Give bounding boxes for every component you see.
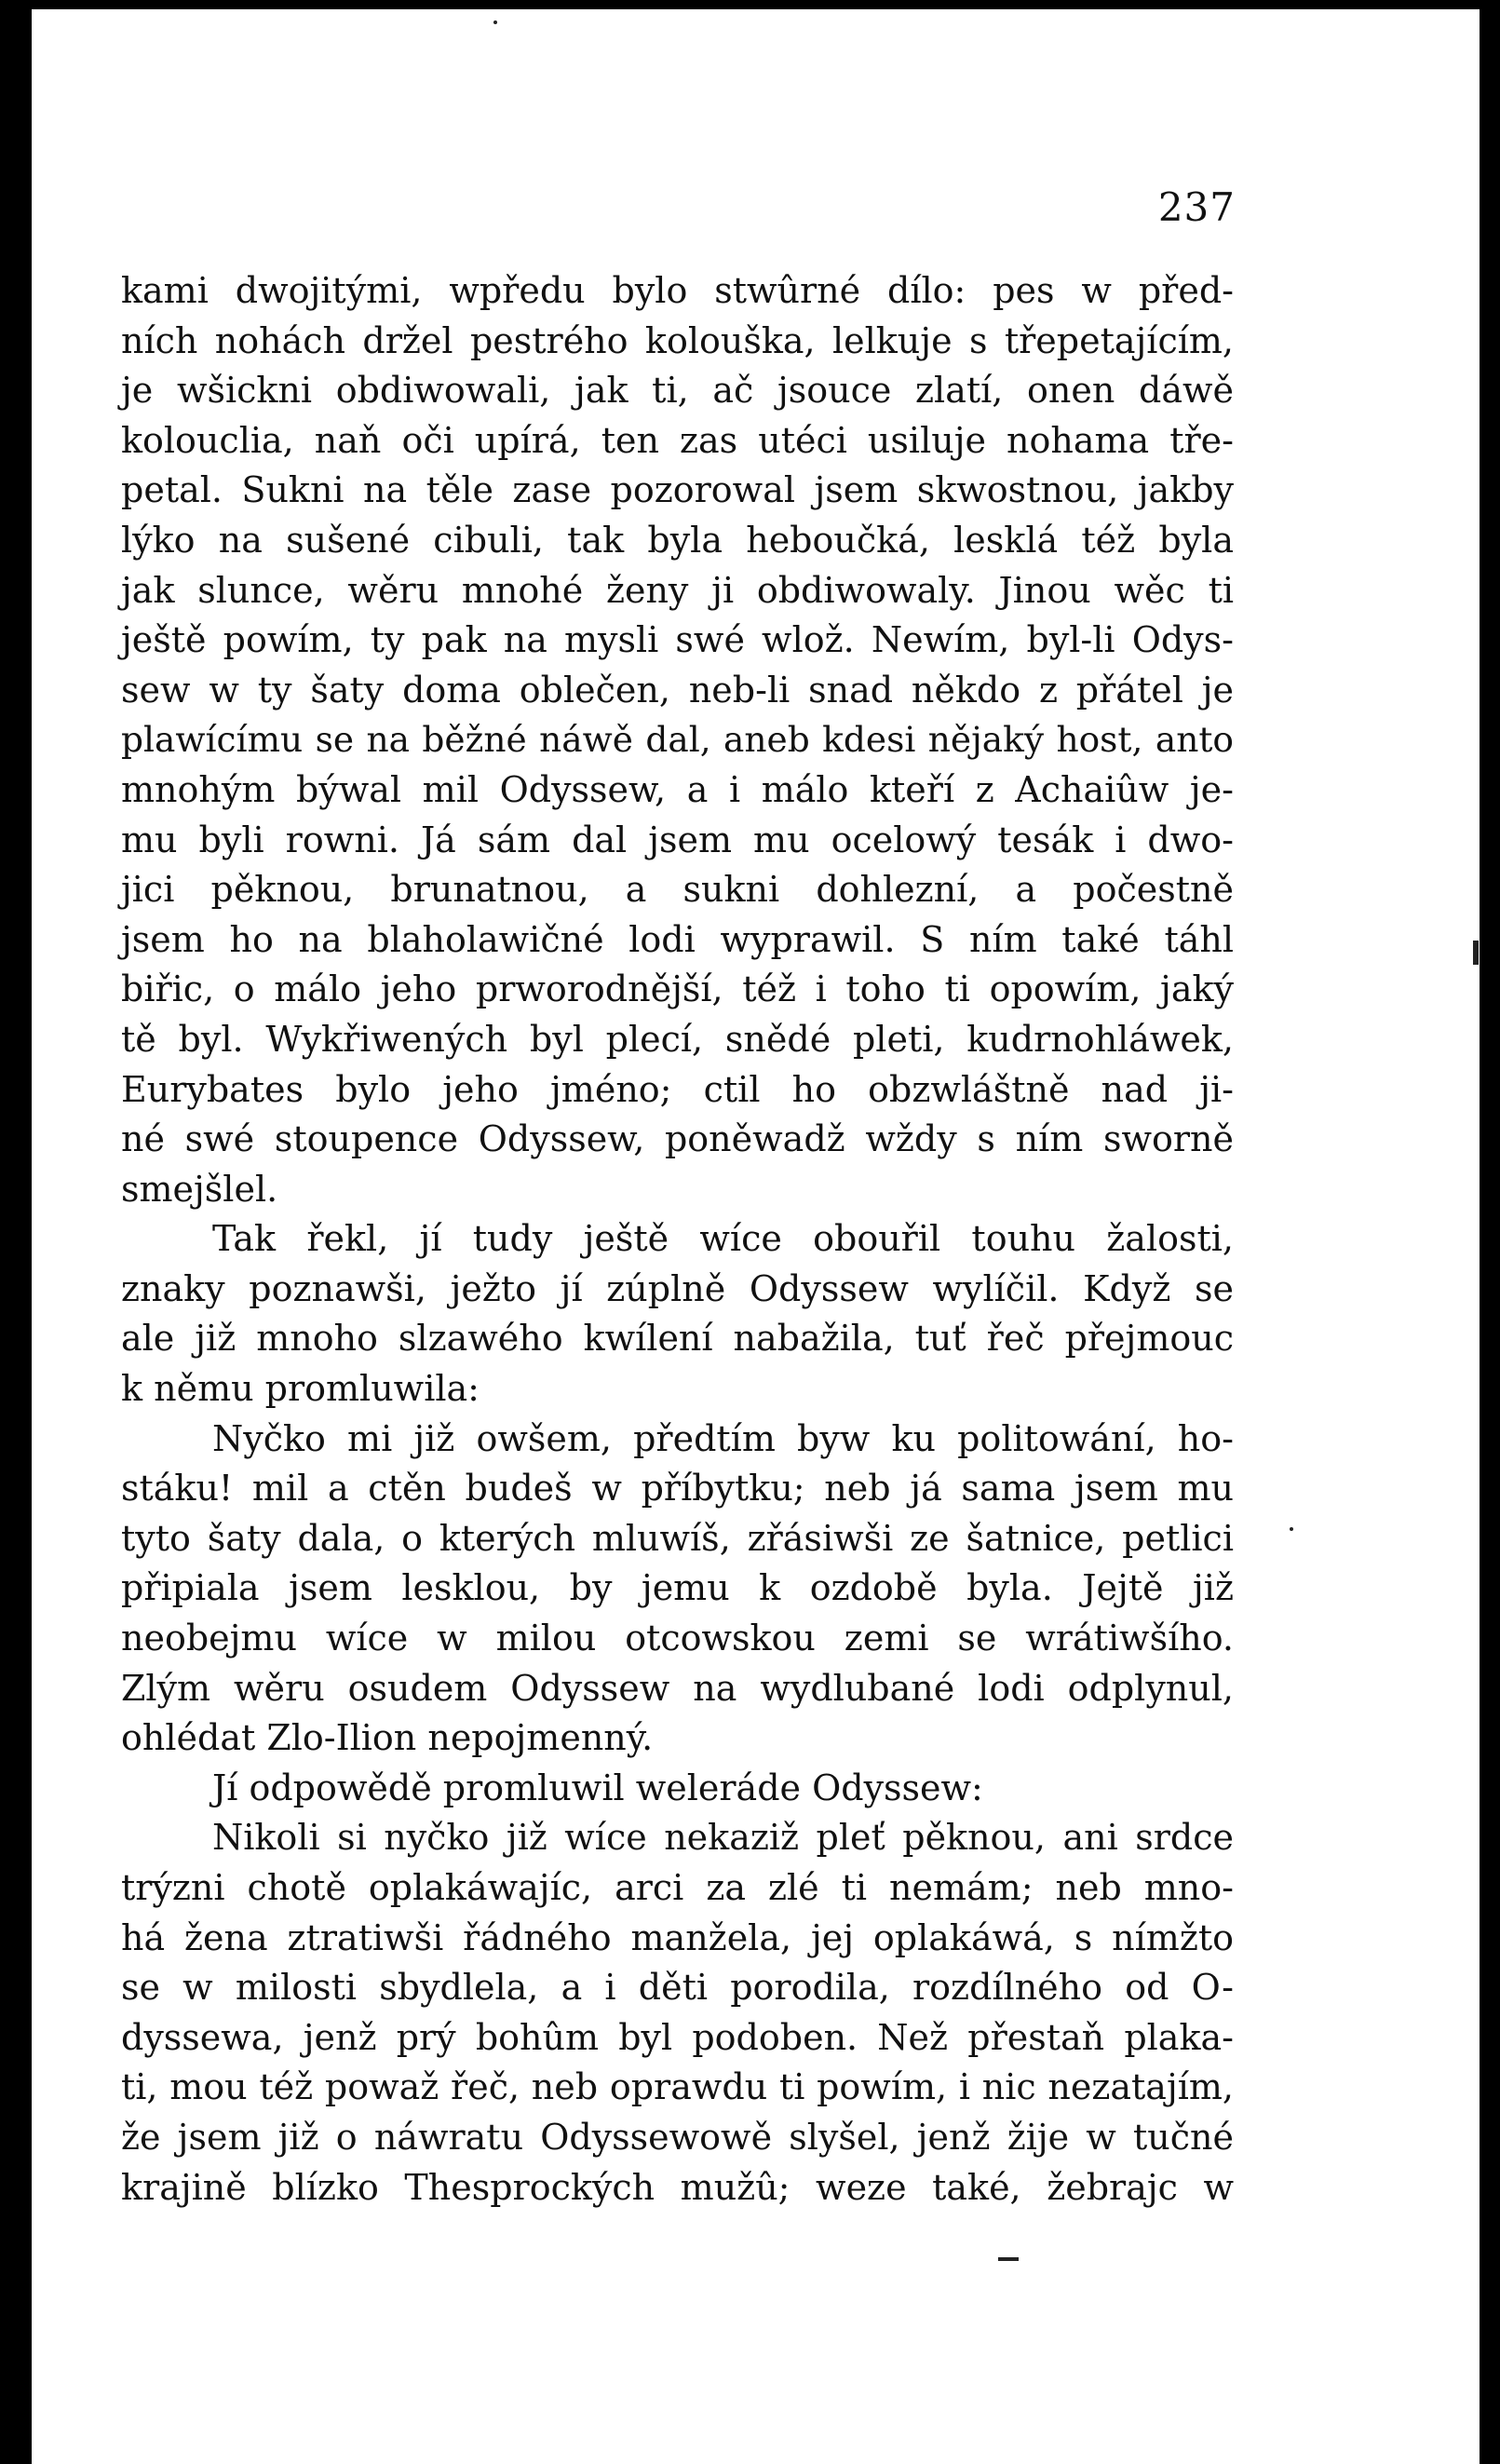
text-line: dyssewa, jenž prý bohûm byl podoben. Než přestaň plaka- (121, 2016, 1234, 2058)
text-line: je wšickni obdiwowali, jak ti, ač jsouce zlatí, onen dáwě (121, 370, 1234, 412)
text-line: mu byli rowni. Já sám dal jsem mu ocelowý tesák i dwo- (121, 819, 1234, 860)
scan-edge-left (0, 0, 32, 2464)
text-line: Eurybates bylo jeho jméno; ctil ho obzwláštně nad ji- (121, 1068, 1234, 1110)
body-text (121, 266, 1234, 2213)
ink-speck (1473, 941, 1479, 965)
text-line: se w milosti sbydlela, a i děti porodila, rozdílného od O- (121, 1967, 1234, 2009)
text-line: stáku! mil a ctěn budeš w příbytku; neb já sama jsem mu (121, 1468, 1234, 1510)
ink-speck (493, 20, 497, 24)
text-line: že jsem již o náwratu Odyssewowě slyšel, jenž žije w tučné (121, 2116, 1234, 2158)
text-line: ti, mou též powaž řeč, neb oprawdu ti powím, i nic nezatajím, (121, 2066, 1234, 2108)
text-line: připiala jsem lesklou, by jemu k ozdobě byla. Jejtě již (121, 1567, 1234, 1609)
text-line: smejšlel. (121, 1168, 278, 1210)
text-line: Jí odpowědě promluwil weleráde Odyssew: (212, 1767, 983, 1808)
text-line: Zlým wěru osudem Odyssew na wydlubané lodi odplynul, (121, 1667, 1234, 1709)
text-line: sew w ty šaty doma oblečen, neb-li snad někdo z přátel je (121, 669, 1234, 711)
text-line: lýko na sušené cibuli, tak byla heboučká, lesklá též byla (121, 519, 1234, 561)
text-line: Nikoli si nyčko již wíce nekaziž pleť pěknou, ani srdce (212, 1817, 1234, 1859)
text-line: plawícímu se na běžné náwě dal, aneb kdesi nějaký host, anto (121, 719, 1234, 761)
ink-speck (1290, 1527, 1293, 1531)
text-line: tyto šaty dala, o kterých mluwíš, zřásiwši ze šatnice, petlici (121, 1517, 1234, 1559)
text-line: k němu promluwila: (121, 1368, 480, 1410)
text-line: krajině blízko Thesprockých mužû; weze také, žebrajc w (121, 2166, 1234, 2208)
text-line: trýzni chotě oplakáwajíc, arci za zlé ti nemám; neb mno- (121, 1867, 1234, 1908)
text-line: kami dwojitými, wpředu bylo stwûrné dílo: pes w před- (121, 270, 1234, 311)
text-line: jici pěknou, brunatnou, a sukni dohlezní, a počestně (121, 869, 1234, 911)
page-number: 237 (1157, 184, 1236, 230)
text-line: jak slunce, wěru mnohé ženy ji obdiwowaly. Jinou wěc ti (121, 569, 1234, 611)
text-line: há žena ztratiwši řádného manžela, jej oplakáwá, s nímžto (121, 1916, 1234, 1958)
text-line: petal. Sukni na těle zase pozorowal jsem skwostnou, jakby (121, 469, 1234, 511)
text-line: Tak řekl, jí tudy ještě wíce obouřil touhu žalosti, (212, 1218, 1234, 1260)
text-line: ohlédat Zlo-Ilion nepojmenný. (121, 1717, 654, 1759)
text-line: kolouclia, naň oči upírá, ten zas utéci usiluje nohama tře- (121, 419, 1234, 461)
text-line: ních nohách držel pestrého kolouška, lelkuje s třepetajícím, (121, 319, 1234, 361)
ink-speck (998, 2257, 1019, 2261)
scan-edge-right (1480, 0, 1500, 2464)
text-line: znaky poznawši, ježto jí zúplně Odyssew wylíčil. Když se (121, 1267, 1234, 1309)
text-line: ještě powím, ty pak na mysli swé wlož. Newím, byl-li Odys- (121, 619, 1234, 661)
text-line: tě byl. Wykřiwených byl plecí, snědé pleti, kudrnohláwek, (121, 1018, 1234, 1060)
scan-edge-top (0, 0, 1500, 9)
text-line: mnohým býwal mil Odyssew, a i málo kteří z Achaiûw je- (121, 768, 1234, 810)
text-line: neobejmu wíce w milou otcowskou zemi se wrátiwšího. (121, 1618, 1234, 1659)
text-line: jsem ho na blaholawičné lodi wyprawil. S ním také táhl (121, 918, 1234, 960)
text-line: biřic, o málo jeho prworodnější, též i toho ti opowím, jaký (121, 968, 1234, 1010)
text-line: ale již mnoho slzawého kwílení nabažila, tuť řeč přejmouc (121, 1318, 1234, 1360)
text-line: né swé stoupence Odyssew, poněwadž wždy s ním sworně (121, 1118, 1234, 1160)
text-line: Nyčko mi již owšem, předtím byw ku politowání, ho- (212, 1417, 1234, 1459)
